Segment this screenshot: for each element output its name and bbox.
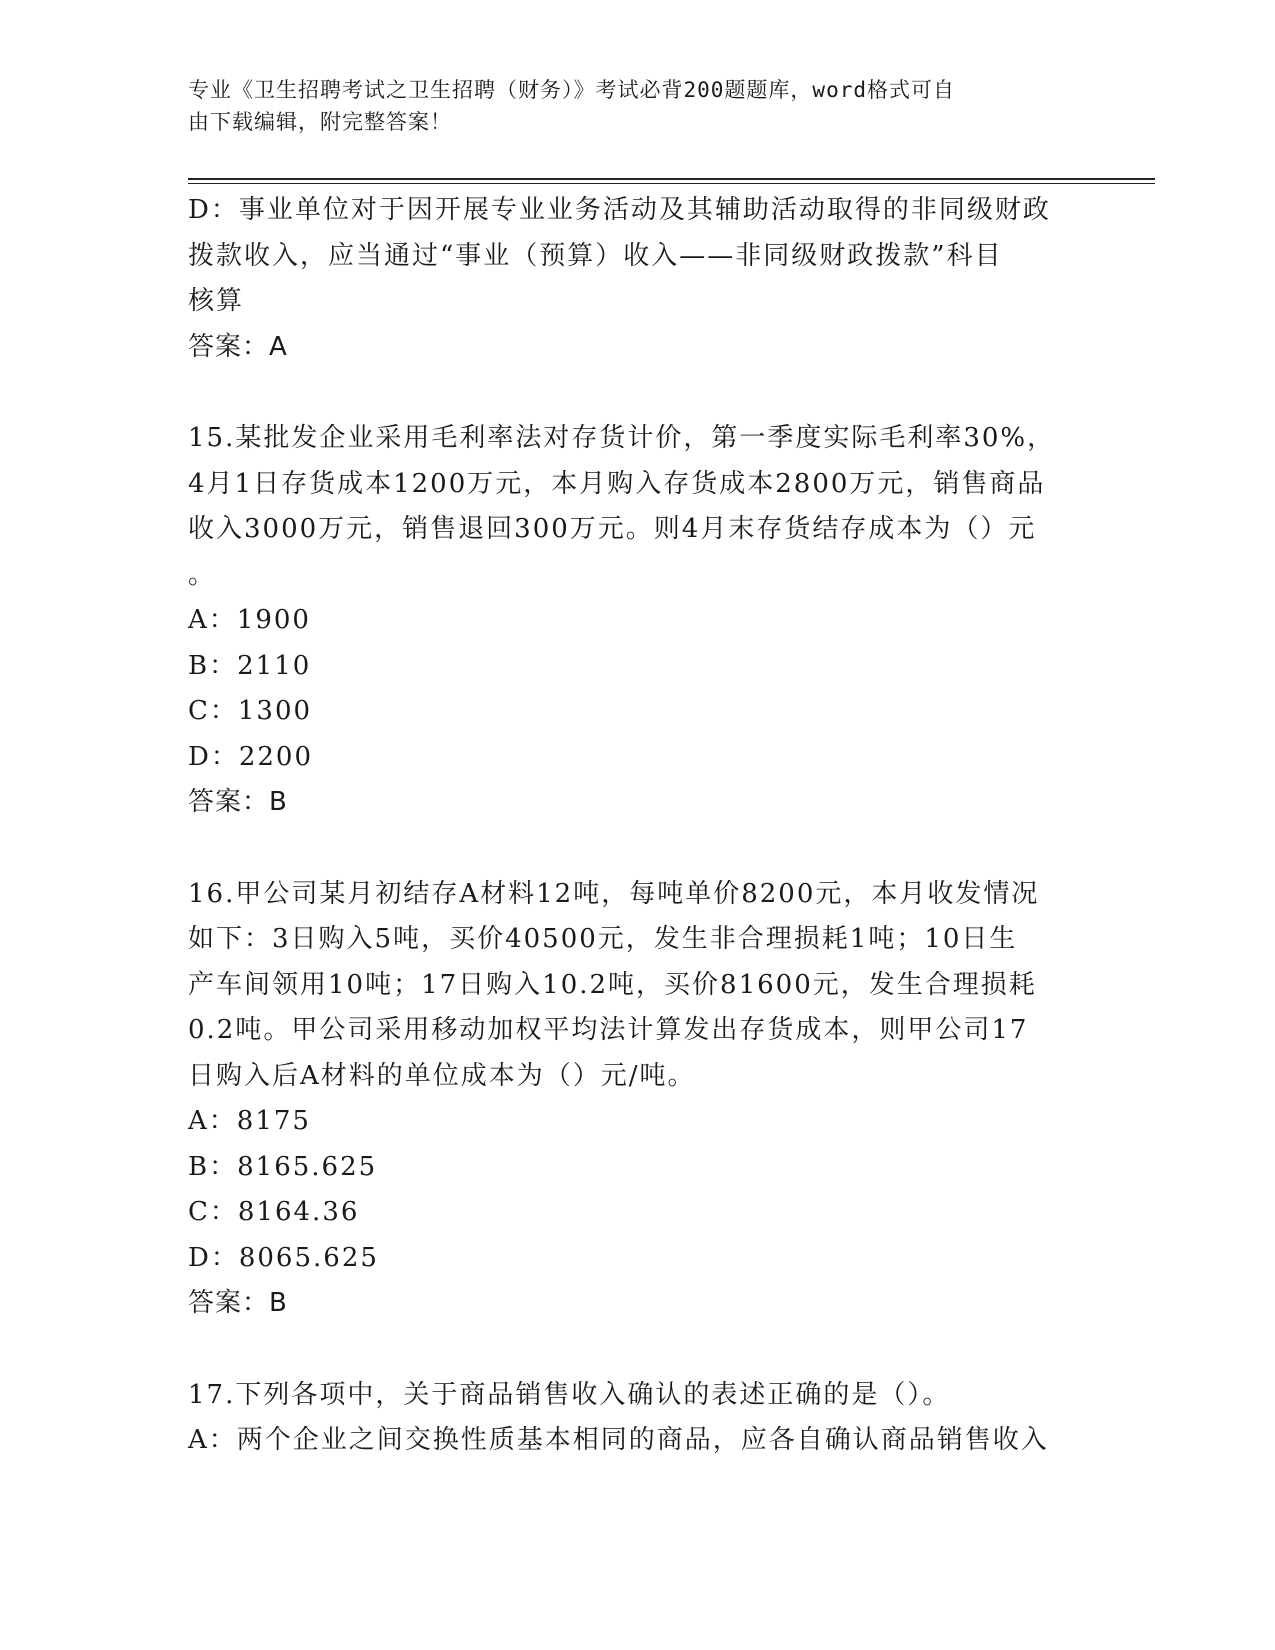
question-stem-line: 日购入后A材料的单位成本为（）元/吨。	[188, 1060, 696, 1091]
document-header	[188, 74, 1068, 138]
question-stem-line: 。	[188, 559, 217, 590]
question-16	[188, 872, 1078, 1327]
question-stem-line: 收入3000万元，销售退回300万元。则4月末存货结存成本为（）元	[188, 514, 1037, 544]
option-a: A：1900	[188, 605, 311, 635]
option-d: D：8065.625	[188, 1242, 379, 1273]
option-a: A：两个企业之间交换性质基本相同的商品，应各自确认商品销售收入	[188, 1425, 1049, 1455]
question-stem-line: 16.甲公司某月初结存A材料12吨，每吨单价8200元，本月收发情况	[188, 878, 1040, 909]
option-b: B：8165.625	[188, 1151, 378, 1182]
option-line: 核算	[188, 286, 245, 316]
answer-line: 答案：B	[188, 787, 288, 817]
question-stem-line: 产车间领用10吨；17日购入10.2吨，买价81600元，发生合理损耗	[188, 969, 1037, 1000]
answer-line: 答案：B	[188, 1288, 288, 1318]
option-c: C：1300	[188, 696, 313, 726]
answer-line: 答案：A	[188, 331, 288, 362]
question-stem-line: 4月1日存货成本1200万元，本月购入存货成本2800万元，销售商品	[188, 468, 1046, 499]
header-line: 专业《卫生招聘考试之卫生招聘（财务）》考试必背200题题库，word格式可自	[188, 78, 955, 102]
option-d: D：2200	[188, 741, 314, 772]
option-line: D：事业单位对于因开展专业业务活动及其辅助活动取得的非同级财政	[188, 195, 1051, 225]
option-c: C：8164.36	[188, 1197, 360, 1227]
option-b: B：2110	[188, 650, 312, 681]
question-stem-line: 0.2吨。甲公司采用移动加权平均法计算发出存货成本，则甲公司17	[188, 1015, 1029, 1045]
option-line: 拨款收入，应当通过“事业（预算）收入——非同级财政拨款”科目	[188, 240, 1003, 271]
question-15	[188, 416, 1078, 826]
question-stem-line: 17.下列各项中，关于商品销售收入确认的表述正确的是（）。	[188, 1379, 951, 1410]
question-stem-line: 15.某批发企业采用毛利率法对存货计价，第一季度实际毛利率30%，	[188, 423, 1056, 453]
header-divider	[188, 178, 1155, 180]
question-stem-line: 如下：3日购入5吨，买价40500元，发生非合理损耗1吨；10日生	[188, 924, 1018, 954]
question-17	[188, 1373, 1078, 1464]
question-content	[188, 188, 1078, 1464]
header-divider-thin	[188, 183, 1155, 184]
header-line: 由下载编辑，附完整答案！	[188, 110, 452, 134]
prev-question-tail	[188, 188, 1078, 370]
option-a: A：8175	[188, 1106, 311, 1136]
